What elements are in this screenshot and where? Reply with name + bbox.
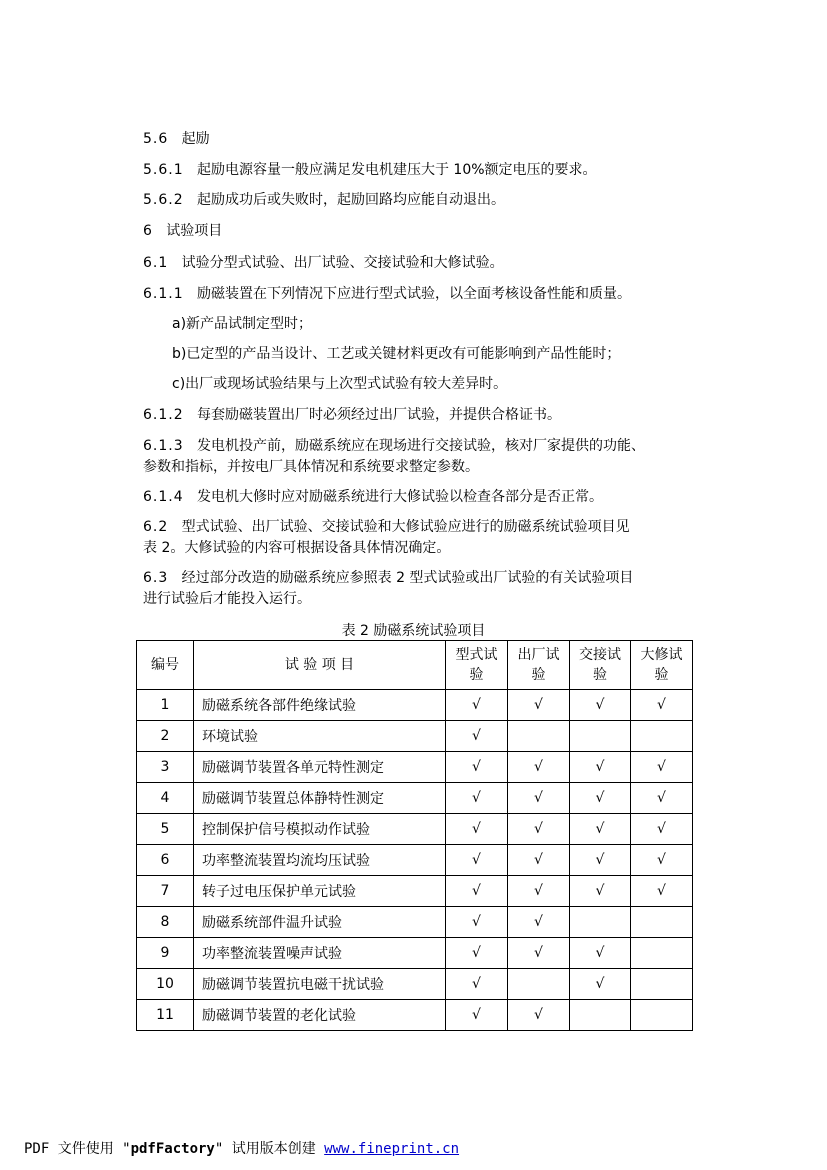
check-overhaul: √	[631, 845, 693, 876]
table-row	[137, 721, 693, 752]
table-row	[137, 907, 693, 938]
check-handover: √	[570, 783, 631, 814]
row-item: 励磁调节装置抗电磁干扰试验	[194, 969, 446, 1000]
table-row	[137, 814, 693, 845]
row-no: 11	[137, 1000, 194, 1031]
pdf-footer: PDF 文件使用 "pdfFactory" 试用版本创建 www.fineprint.cn	[24, 1141, 460, 1157]
table-row	[137, 783, 693, 814]
check-handover: √	[570, 969, 631, 1000]
row-item: 控制保护信号模拟动作试验	[194, 814, 446, 845]
check-factory: √	[508, 690, 570, 721]
check-overhaul: √	[631, 876, 693, 907]
check-type: √	[446, 814, 508, 845]
check-handover: √	[570, 845, 631, 876]
check-type: √	[446, 845, 508, 876]
check-handover: √	[570, 752, 631, 783]
check-handover: √	[570, 690, 631, 721]
row-item: 励磁系统部件温升试验	[194, 907, 446, 938]
table-row	[137, 752, 693, 783]
row-item: 转子过电压保护单元试验	[194, 876, 446, 907]
header-no: 编号	[137, 641, 194, 690]
table-row	[137, 690, 693, 721]
row-no: 6	[137, 845, 194, 876]
table-caption: 表 2 励磁系统试验项目	[341, 623, 486, 639]
header-handover-test: 交接试 验	[570, 641, 631, 690]
check-handover	[570, 907, 631, 938]
paragraph-6-2: 6.2 型式试验、出厂试验、交接试验和大修试验应进行的励磁系统试验项目见	[143, 519, 630, 535]
list-item-a: a)新产品试制定型时；	[172, 316, 313, 332]
header-item: 试 验 项 目	[194, 641, 446, 690]
header-factory-test: 出厂试 验	[508, 641, 570, 690]
row-no: 5	[137, 814, 194, 845]
check-factory	[508, 969, 570, 1000]
table-row	[137, 876, 693, 907]
check-type: √	[446, 690, 508, 721]
paragraph-6-1-3-cont: 参数和指标，并按电厂具体情况和系统要求整定参数。	[143, 459, 479, 475]
row-item: 励磁系统各部件绝缘试验	[194, 690, 446, 721]
row-item: 功率整流装置噪声试验	[194, 938, 446, 969]
table-header-row	[137, 641, 693, 690]
paragraph-6-1-1: 6.1.1 励磁装置在下列情况下应进行型式试验，以全面考核设备性能和质量。	[143, 286, 631, 302]
paragraph-6-1-3: 6.1.3 发电机投产前，励磁系统应在现场进行交接试验，核对厂家提供的功能、	[143, 438, 645, 454]
list-item-b: b)已定型的产品当设计、工艺或关键材料更改有可能影响到产品性能时；	[172, 346, 621, 362]
check-handover: √	[570, 876, 631, 907]
check-type: √	[446, 783, 508, 814]
row-item: 功率整流装置均流均压试验	[194, 845, 446, 876]
paragraph-6-1-4: 6.1.4 发电机大修时应对励磁系统进行大修试验以检查各部分是否正常。	[143, 489, 603, 505]
table-row	[137, 845, 693, 876]
check-type: √	[446, 907, 508, 938]
test-items-table	[136, 640, 693, 1031]
check-overhaul	[631, 721, 693, 752]
row-no: 9	[137, 938, 194, 969]
check-factory: √	[508, 938, 570, 969]
check-type: √	[446, 969, 508, 1000]
heading-5-6: 5.6 起励	[143, 131, 210, 147]
check-overhaul	[631, 1000, 693, 1031]
check-overhaul: √	[631, 783, 693, 814]
row-item: 励磁调节装置的老化试验	[194, 1000, 446, 1031]
check-handover	[570, 721, 631, 752]
paragraph-6-1-2: 6.1.2 每套励磁装置出厂时必须经过出厂试验，并提供合格证书。	[143, 407, 561, 423]
check-factory: √	[508, 783, 570, 814]
paragraph-6-3-cont: 进行试验后才能投入运行。	[143, 591, 311, 607]
row-item: 励磁调节装置各单元特性测定	[194, 752, 446, 783]
header-overhaul-test: 大修试 验	[631, 641, 693, 690]
paragraph-6-1: 6.1 试验分型式试验、出厂试验、交接试验和大修试验。	[143, 255, 504, 271]
check-overhaul	[631, 969, 693, 1000]
check-factory: √	[508, 845, 570, 876]
row-no: 7	[137, 876, 194, 907]
check-overhaul: √	[631, 814, 693, 845]
list-item-c: c)出厂或现场试验结果与上次型式试验有较大差异时。	[172, 376, 508, 392]
table-row	[137, 1000, 693, 1031]
row-no: 4	[137, 783, 194, 814]
header-type-test: 型式试 验	[446, 641, 508, 690]
check-handover: √	[570, 938, 631, 969]
check-factory: √	[508, 876, 570, 907]
check-type: √	[446, 721, 508, 752]
fineprint-link[interactable]: www.fineprint.cn	[324, 1141, 460, 1157]
brand-name: pdfFactory	[130, 1141, 215, 1157]
row-no: 3	[137, 752, 194, 783]
check-handover	[570, 1000, 631, 1031]
row-item: 环境试验	[194, 721, 446, 752]
paragraph-5-6-2: 5.6.2 起励成功后或失败时，起励回路均应能自动退出。	[143, 192, 505, 208]
check-type: √	[446, 752, 508, 783]
row-no: 1	[137, 690, 194, 721]
check-factory: √	[508, 1000, 570, 1031]
check-factory: √	[508, 814, 570, 845]
check-overhaul	[631, 938, 693, 969]
row-no: 10	[137, 969, 194, 1000]
check-factory: √	[508, 907, 570, 938]
paragraph-6-2-cont: 表 2。大修试验的内容可根据设备具体情况确定。	[143, 540, 451, 556]
table-row	[137, 938, 693, 969]
check-overhaul: √	[631, 690, 693, 721]
check-factory	[508, 721, 570, 752]
check-overhaul	[631, 907, 693, 938]
check-handover: √	[570, 814, 631, 845]
paragraph-6-3: 6.3 经过部分改造的励磁系统应参照表 2 型式试验或出厂试验的有关试验项目	[143, 570, 634, 586]
check-type: √	[446, 1000, 508, 1031]
row-item: 励磁调节装置总体静特性测定	[194, 783, 446, 814]
row-no: 8	[137, 907, 194, 938]
heading-6: 6 试验项目	[143, 223, 223, 239]
paragraph-5-6-1: 5.6.1 起励电源容量一般应满足发电机建压大于 10%额定电压的要求。	[143, 162, 597, 178]
row-no: 2	[137, 721, 194, 752]
check-factory: √	[508, 752, 570, 783]
check-type: √	[446, 876, 508, 907]
table-row	[137, 969, 693, 1000]
check-type: √	[446, 938, 508, 969]
check-overhaul: √	[631, 752, 693, 783]
